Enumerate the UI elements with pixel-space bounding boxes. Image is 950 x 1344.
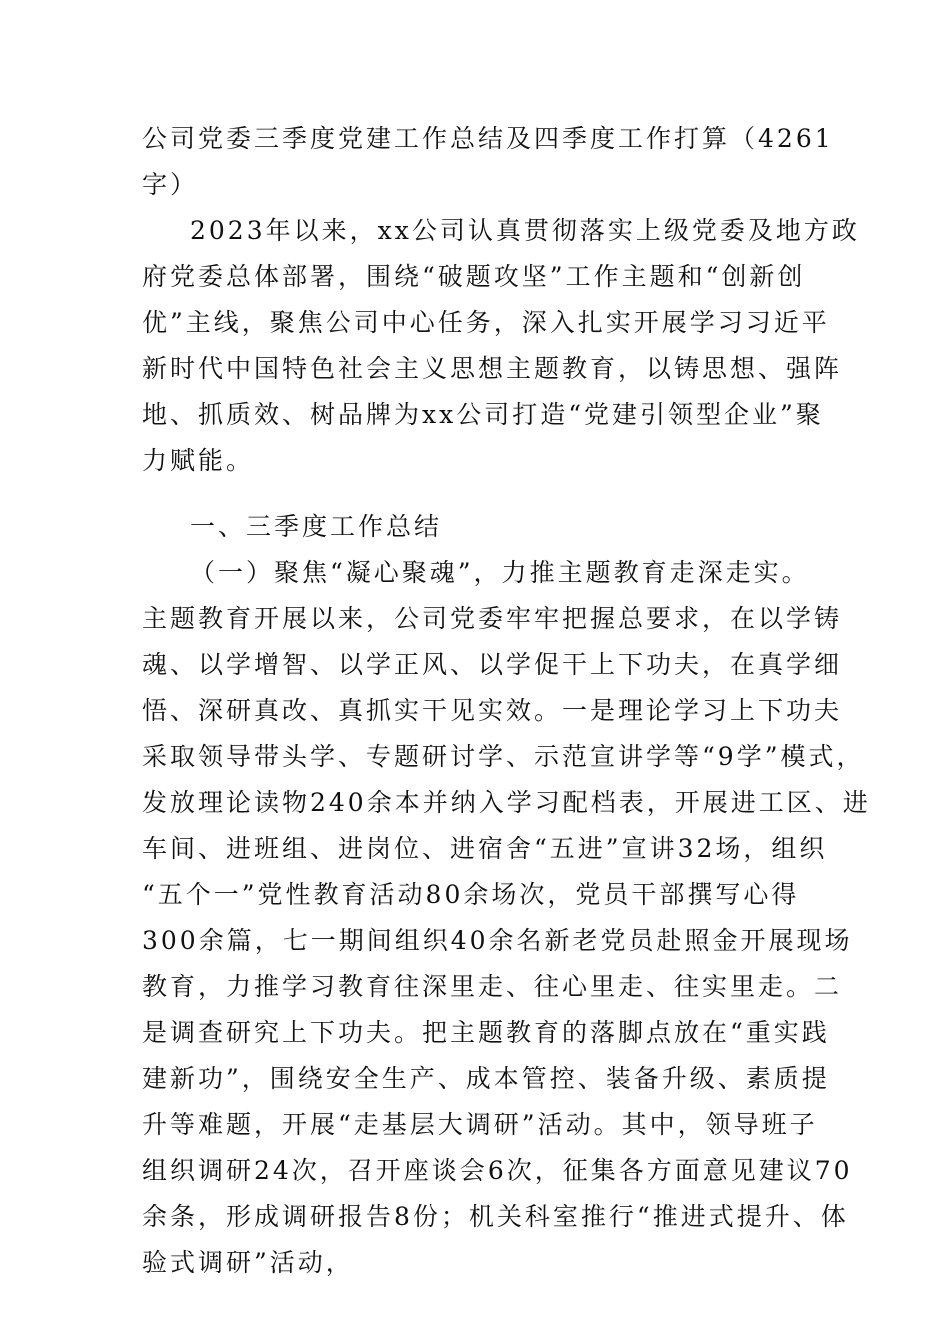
document-body	[142, 116, 871, 1286]
document-title-line-2: 字）	[142, 170, 199, 199]
body-paragraph-line-16: 验式调研”活动，	[142, 1248, 354, 1277]
intro-paragraph-line-4: 新时代中国特色社会主义思想主题教育，以铸思想、强阵	[142, 354, 843, 383]
body-paragraph-line-4: 悟、深研真改、真抓实干见实效。一是理论学习上下功夫	[142, 696, 843, 725]
intro-paragraph-line-2: 府党委总体部署，围绕“破题攻坚”工作主题和“创新创	[142, 262, 806, 291]
body-paragraph-line-13: 升等难题，开展“走基层大调研”活动。其中，领导班子	[142, 1110, 818, 1139]
body-paragraph-line-10: 教育，力推学习教育往深里走、往心里走、往实里走。二	[142, 972, 843, 1001]
intro-paragraph-line-1: 2023年以来，xx公司认真贯彻落实上级党委及地方政	[190, 216, 860, 245]
intro-paragraph-line-3: 优”主线，聚焦公司中心任务，深入扎实开展学习习近平	[142, 308, 830, 337]
body-paragraph-line-12: 建新功”，围绕安全生产、成本管控、装备升级、素质提	[142, 1064, 830, 1093]
body-paragraph-line-1: （一）聚焦“凝心聚魂”，力推主题教育走深走实。	[190, 558, 810, 587]
body-paragraph-line-15: 余条，形成调研报告8份；机关科室推行“推进式提升、体	[142, 1202, 849, 1231]
intro-paragraph-line-5: 地、抓质效、树品牌为xx公司打造“党建引领型企业”聚	[142, 400, 824, 429]
body-paragraph-line-6: 发放理论读物240余本并纳入学习配档表，开展进工区、进	[142, 788, 871, 817]
body-paragraph-line-9: 300余篇，七一期间组织40余名新老党员赴照金开展现场	[142, 926, 853, 955]
section-heading: 一、三季度工作总结	[190, 512, 443, 541]
body-paragraph-line-7: 车间、进班组、进岗位、进宿舍“五进”宣讲32场，组织	[142, 834, 828, 863]
body-paragraph-line-11: 是调查研究上下功夫。把主题教育的落脚点放在“重实践	[142, 1018, 830, 1047]
body-paragraph-line-8: “五个一”党性教育活动80余场次，党员干部撰写心得	[142, 880, 800, 909]
body-paragraph-line-2: 主题教育开展以来，公司党委牢牢把握总要求，在以学铸	[142, 604, 843, 633]
intro-paragraph-line-6: 力赋能。	[142, 446, 255, 475]
body-paragraph-line-3: 魂、以学增智、以学正风、以学促干上下功夫，在真学细	[142, 650, 843, 679]
body-paragraph-line-5: 采取领导带头学、专题研讨学、示范宣讲学等“9学”模式，	[142, 742, 865, 771]
document-title-line-1: 公司党委三季度党建工作总结及四季度工作打算（4261	[142, 124, 834, 153]
body-paragraph-line-14: 组织调研24次，召开座谈会6次，征集各方面意见建议70	[142, 1156, 853, 1185]
